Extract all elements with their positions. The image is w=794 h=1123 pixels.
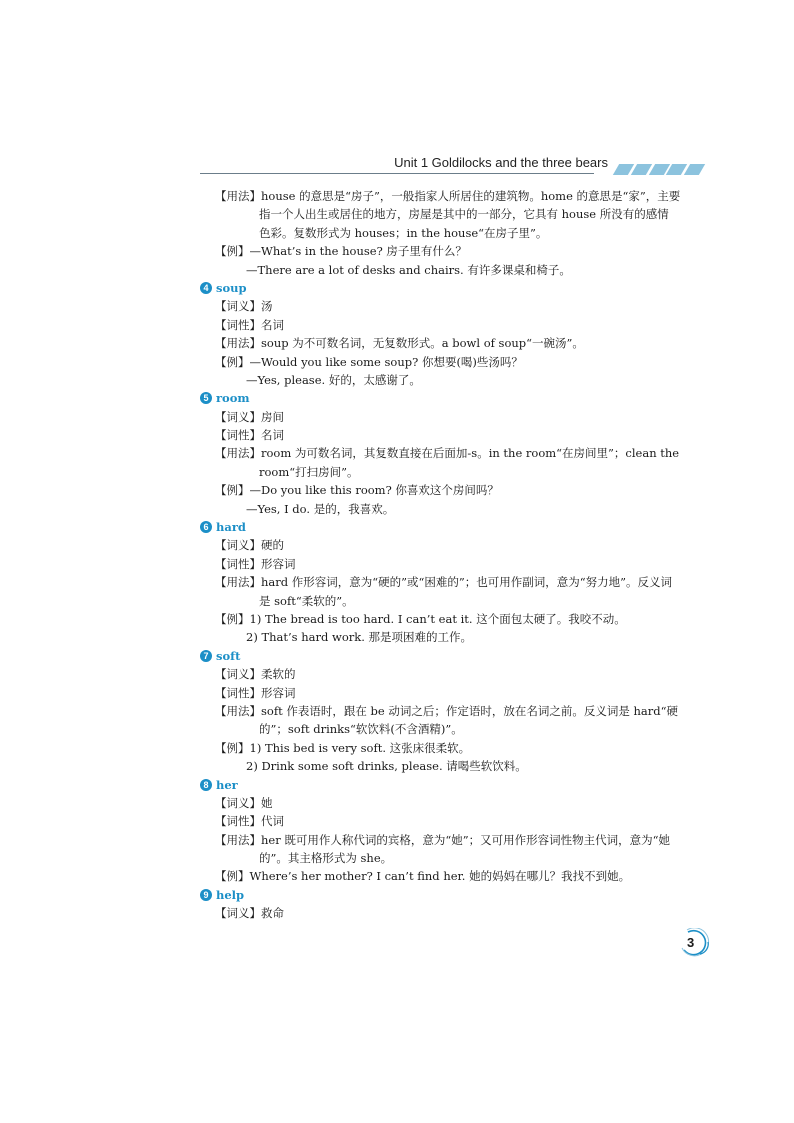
entry-heading [200,647,702,665]
entry-heading [200,776,702,794]
entry-number-icon: 8 [200,779,212,791]
entry-example-line: 【例】—Do you like this room? 你喜欢这个房间吗？ [215,483,499,498]
entry-heading [200,886,702,904]
entry-usage-line: 【用法】soup 为不可数名词，无复数形式。a bowl of soup“一碗汤”。 [215,336,584,351]
entry-usage-line: 【用法】her 既可用作人称代词的宾格，意为“她”；又可用作形容词性物主代词，意为“她 [215,832,670,847]
entry-example-line: 【例】—Would you like some soup? 你想要(喝)些汤吗？ [215,354,523,369]
page-number-swirl-icon [678,928,712,958]
entry-usage-line: 是 soft“柔软的”。 [259,593,354,608]
entry-word: soup [216,280,247,295]
entry-example-line: 2) Drink some soft drinks, please. 请喝些软饮料。 [246,759,527,774]
entry-part-of-speech: 【词性】形容词 [215,685,296,700]
entry-meaning: 【词义】救命 [215,906,284,921]
entry-word: her [216,777,238,792]
entry-example-line: 【例】1) This bed is very soft. 这张床很柔软。 [215,740,471,755]
entry-heading [200,389,702,407]
running-header [200,152,704,176]
entry-part-of-speech: 【词性】名词 [215,428,284,443]
entry-usage-line: room“打扫房间”。 [259,464,359,479]
intro-usage-line: 指一个人出生或居住的地方，房屋是其中的一部分，它具有 house 所没有的感情 [259,207,669,222]
entry-number-icon: 5 [200,392,212,404]
entry-meaning: 【词义】硬的 [215,538,284,553]
entry-word: soft [216,648,241,663]
entry-meaning: 【词义】柔软的 [215,667,296,682]
vocabulary-entries [200,279,702,923]
entry-example-line: 【例】1) The bread is too hard. I can’t eat it. 这个面包太硬了。我咬不动。 [215,611,626,626]
entry-part-of-speech: 【词性】名词 [215,317,284,332]
entry-example-line: 2) That’s hard work. 那是项困难的工作。 [246,630,473,645]
entry-usage-line: 【用法】room 为可数名词，其复数直接在后面加-s。in the room“在房间里”；clean the [215,446,680,461]
entry-usage-line: 的”；soft drinks“软饮料(不含酒精)”。 [259,722,463,737]
intro-example-line: —There are a lot of desks and chairs. 有许多课桌和椅子。 [246,262,571,277]
intro-usage-line: 【用法】house 的意思是“房子”，一般指家人所居住的建筑物。home 的意思是“家”，主要 [215,189,681,203]
page-number-badge [678,928,712,958]
page-number: 3 [687,935,695,950]
entry-example-line: 【例】Where’s her mother? I can’t find her. 她的妈妈在哪儿？我找不到她。 [215,869,631,884]
entry-word: hard [216,520,246,535]
page-content [200,187,702,923]
intro-example-line: 【例】—What’s in the house? 房子里有什么？ [215,244,467,259]
entry-heading [200,518,702,536]
entry-usage-line: 【用法】hard 作形容词，意为“硬的”或“困难的”；也可用作副词，意为“努力地”。反义词 [215,575,673,590]
entry-example-line: —Yes, I do. 是的，我喜欢。 [246,501,395,516]
entry-meaning: 【词义】房间 [215,409,284,424]
entry-part-of-speech: 【词性】形容词 [215,556,296,571]
entry-number-icon: 6 [200,521,212,533]
entry-usage-line: 【用法】soft 作表语时，跟在 be 动词之后；作定语时，放在名词之前。反义词是 hard“硬 [215,703,678,718]
entry-meaning: 【词义】汤 [215,299,273,314]
header-rule [200,173,594,174]
entry-usage-line: 的”。其主格形式为 she。 [259,851,393,866]
header-title: Unit 1 Goldilocks and the three bears [394,155,608,170]
header-stripes-decoration [616,164,702,175]
entry-number-icon: 7 [200,650,212,662]
entry-number-icon: 4 [200,282,212,294]
entry-word: help [216,887,245,902]
intro-usage-line: 色彩。复数形式为 houses；in the house“在房子里”。 [259,225,548,240]
entry-number-icon: 9 [200,889,212,901]
entry-example-line: —Yes, please. 好的，太感谢了。 [246,372,421,387]
entry-meaning: 【词义】她 [215,795,273,810]
entry-heading [200,279,702,297]
entry-part-of-speech: 【词性】代词 [215,814,284,829]
entry-word: room [216,391,250,406]
